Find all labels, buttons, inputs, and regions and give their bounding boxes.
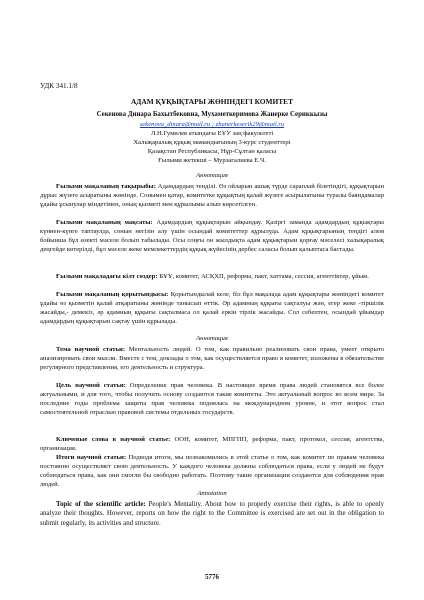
- ru-purpose-paragraph: [40, 381, 384, 417]
- ru-conclusion-label: Итоги научной статьи:: [56, 454, 127, 461]
- kz-topic-text: Адамдардың тенділі. Өз ойларын ашық түрде сараплай білетіндігі, құқықтарын дұрыс жүзеге асыратыны жөнінде. Сонымен қатар, комитетке құқықтың қалай жүзеге асырылатыны туралы баяндамалар ұдайы ұсынулар міндетімен, оның қызметі мен құрылымы алып көрсетілген.: [40, 183, 384, 208]
- article-title: АДАМ ҚҰҚЫҚТАРЫ ЖӨНІНДЕГІ КОМИТЕТ: [130, 97, 294, 106]
- annotation-heading-ru: Аннотация: [196, 335, 228, 342]
- kz-keywords-paragraph: [40, 272, 384, 281]
- annotation-heading-en: Annotation: [197, 490, 227, 497]
- ru-keywords-label: Ключевые слова в научной статье:: [56, 436, 171, 443]
- ru-purpose-text: Определение прав человека. В настоящее время права людей становятся все более актуальными, и для того, чтобы получить основу создаются такие комитеты. Это актуальный вопрос во всем мире. За последние годы проблема защиты прав человека поднялась на международном уровне, и этот вопрос стал самостоятельной отраслью правовой системы отдельных государств.: [40, 382, 384, 416]
- page-number: 5776: [205, 574, 219, 581]
- kz-topic-paragraph: [40, 182, 384, 209]
- kz-keywords-text: БҰҰ, комитет, АСҚХП, реформа, пакт, хаттама, сессия, агенттіктер, ұйым.: [157, 273, 369, 280]
- kz-conclusion-text: Қорытындылай келе, біз бұл мақалада адам құқықтары жөніндегі комитет ұдайы өз қызметін қалай атқаратыны жөнінде танысып өттік. Әр адамның құқығы сақталуы жән, егер жеке -тіршілік жасайды,- демекіз, әр адамның құқығы сақталмаса ол қалай еркін тірлік жасайды. Сол себептен, осындай ұйымдар адамдардың құқықтарын сақтау үшін құрылады.: [40, 291, 384, 325]
- ru-keywords-text: ООН, комитет, МПГПП, реформа, пакт, протокол, сессия, агентства, организация.: [40, 436, 384, 452]
- ru-conclusion-text: Подводя итоги, мы познакомились в этой статье о том, как комитет по правам человека постоянно осуществляет свою деятельность. У каждого человека должны соблюдаться права, если у людей не будут соблюдаться права, как они смогли бы свободно работать. Поэтому такие организации создаются для соблюдения прав людей.: [40, 454, 384, 488]
- kz-purpose-paragraph: [40, 218, 384, 254]
- en-topic-paragraph: [40, 500, 384, 528]
- en-topic-text: People's Mentality. About how to properly exercise their rights, is able to openly analyze their thoughts. However, reports on how the right to the Committee is exercised are set out in the obligation to submit regularly, its activities and structure.: [40, 501, 385, 527]
- ru-topic-label: Тема научной статьи:: [56, 346, 126, 353]
- affiliation-students: Халықаралық құқық мамандығының 3-курс студенттері: [133, 139, 291, 146]
- ru-topic-text: Ментальность людей. О том, как правильно реализовать свои права, умеет открыто анализировать свои мысли. Вместе с тем, доклады о том, как осуществляется право в комитет, изложены в обязательстве регулярного представления, его деятельность и структура.: [40, 346, 384, 371]
- kz-purpose-text: Адамдардың құқықтарын айқындау. Қазіргі заманда адамдардың құқықтары күннен-күнге таптаулда, сонын негізін алу үшін осындай комитеттер құрылуда. Адам құқықтарының теңдігі алем бойынша бұл өзекті мәселе болып табылады. Осы соңғы он жылдықта адам құқықтарын қорғау мәселесі халықаралық деңгейде көтерілді, бұл мәселе жеке мемлекеттердің құқық жүйесінің дербес саласы болып қалыптаса бастады.: [40, 219, 384, 253]
- kz-topic-label: Ғылыми мақаланың тақырыбы:: [56, 183, 156, 190]
- affiliation-city: Қазақстан Республикасы, Нұр-Сұлтан қаласы: [147, 148, 277, 155]
- kz-conclusion-label: Ғылыми мақаланың қорытындысы:: [56, 291, 169, 298]
- ru-purpose-label: Цель научной статьи:: [56, 382, 126, 389]
- ru-topic-paragraph: [40, 345, 384, 372]
- kz-keywords-label: Ғылыми мақаладағы кілт сөздер:: [56, 273, 158, 280]
- author-emails[interactable]: sekenova_dinara@mail.ru ; zhanerkeserik29@mail.ru: [139, 121, 285, 128]
- affiliation-supervisor: Ғылыми жетекші – Мурзагалиева Е.Ч.: [158, 157, 266, 164]
- affiliation-faculty: Л.Н.Гумилев атындағы ЕҰУ заң факультеті: [150, 130, 274, 137]
- annotation-heading-kz: Аннотация: [196, 172, 228, 179]
- authors: Секенова Динара Бахытбековна, Мухаметкеримова Жанерке Сериккызы: [96, 111, 328, 118]
- kz-purpose-label: Ғылыми мақаланың мақсаты:: [56, 219, 153, 226]
- ru-keywords-paragraph: [40, 435, 384, 453]
- kz-conclusion-paragraph: [40, 290, 384, 326]
- udk-code: УДК 341.1/8: [40, 82, 78, 90]
- en-topic-label: Topic of the scientific article:: [56, 501, 146, 508]
- ru-conclusion-paragraph: [40, 453, 384, 489]
